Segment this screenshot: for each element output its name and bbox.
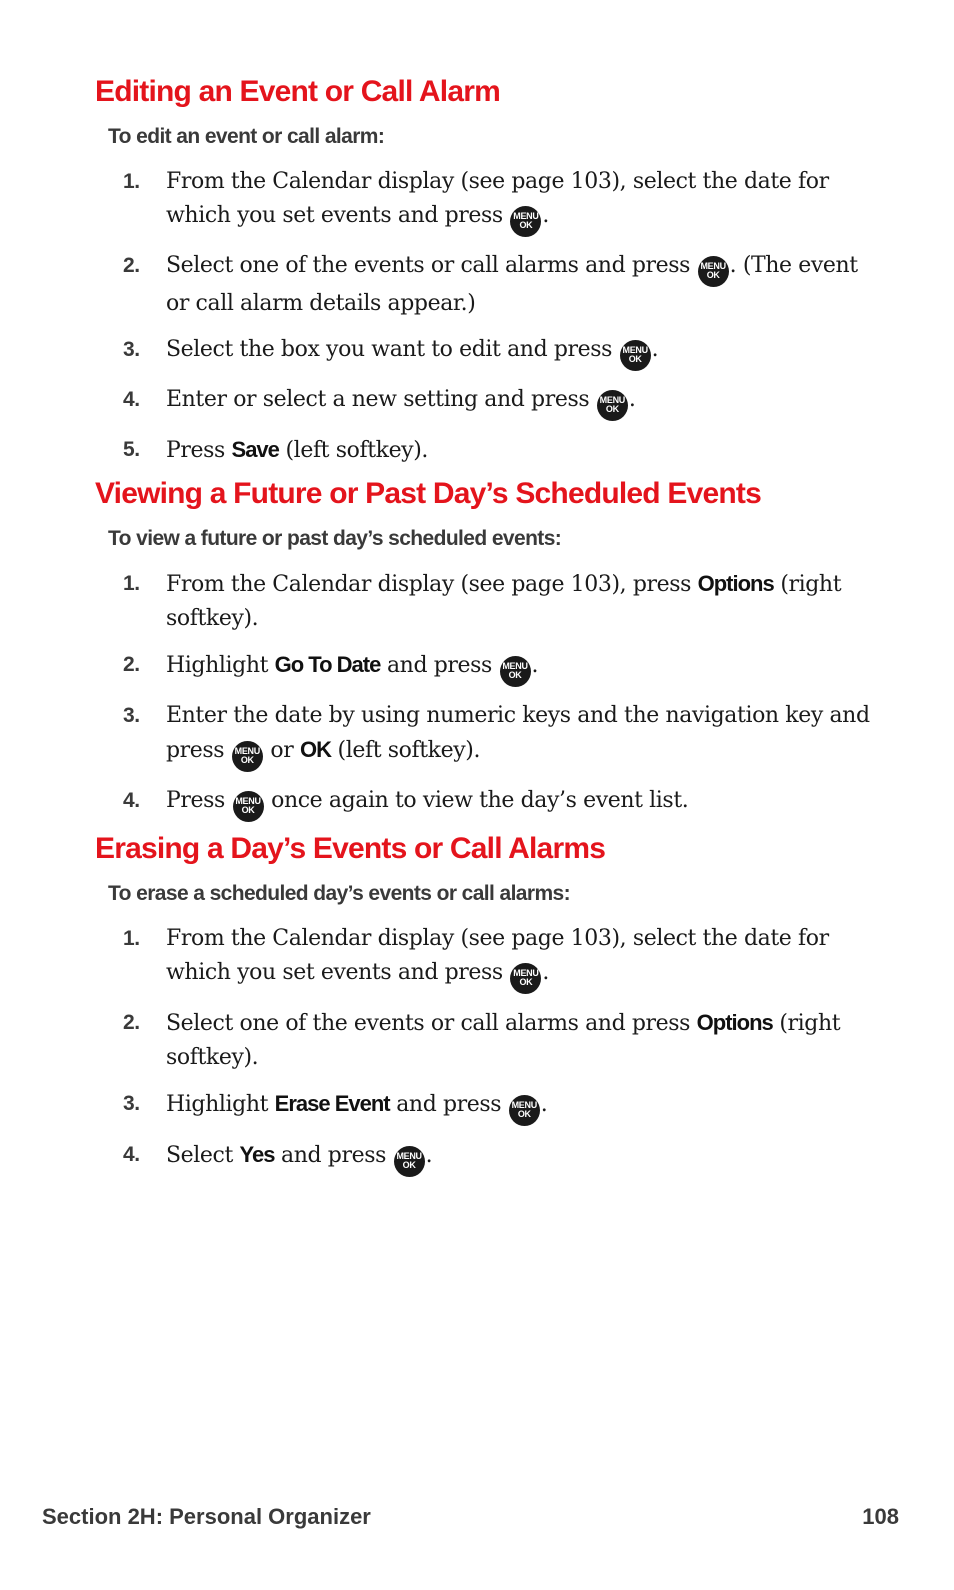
- page-number: 108: [862, 1504, 899, 1529]
- step-item: [95, 1138, 875, 1177]
- step-item: [95, 567, 875, 636]
- menu-ok-key-icon: MENU OK: [620, 340, 651, 371]
- step-text: and press: [386, 653, 492, 678]
- section-viewing-events: [95, 476, 875, 822]
- step-text: Highlight: [166, 653, 269, 678]
- step-text: Select one of the events or call alarms and press: [166, 1011, 691, 1036]
- step-number: 2.: [123, 254, 140, 277]
- step-item: [95, 922, 875, 994]
- menu-ok-key-icon: MENU OK: [232, 741, 263, 772]
- step-number: 5.: [123, 438, 140, 461]
- section-intro: To erase a scheduled day’s events or call alarms:: [108, 882, 570, 905]
- step-text: (left softkey).: [285, 438, 428, 463]
- menu-ok-key-icon: MENU OK: [500, 656, 531, 687]
- menu-ok-key-icon: MENU OK: [597, 390, 628, 421]
- section-heading: Editing an Event or Call Alarm: [95, 75, 500, 108]
- step-item: [95, 333, 875, 371]
- section-intro: To edit an event or call alarm:: [108, 125, 385, 148]
- step-text: once again to view the day’s event list.: [271, 788, 689, 813]
- step-text: .: [542, 960, 550, 985]
- step-item: [95, 249, 875, 321]
- step-number: 4.: [123, 1143, 140, 1166]
- page-footer: [42, 1504, 899, 1530]
- step-list: [95, 922, 875, 1177]
- menu-ok-key-icon: MENU OK: [698, 256, 729, 287]
- step-text: and press: [281, 1143, 387, 1168]
- section-editing-event: [95, 74, 875, 468]
- step-text: or: [270, 738, 294, 763]
- step-item: [95, 784, 875, 822]
- step-text: .: [542, 203, 550, 228]
- step-text: (right softkey).: [166, 1011, 841, 1070]
- menu-ok-key-icon: MENU OK: [233, 791, 264, 822]
- step-text: Enter the date by using numeric keys and the navigation key and press: [166, 703, 870, 763]
- step-text: Press: [166, 788, 225, 813]
- step-number: 1.: [123, 170, 140, 193]
- menu-option-label: Erase Event: [274, 1091, 390, 1116]
- section-heading: Viewing a Future or Past Day’s Scheduled Events: [95, 477, 761, 510]
- menu-ok-key-icon: MENU OK: [510, 963, 541, 994]
- section-heading: Erasing a Day’s Events or Call Alarms: [95, 832, 606, 865]
- step-number: 1.: [123, 927, 140, 950]
- step-item: [95, 1087, 875, 1126]
- step-number: 2.: [123, 1011, 140, 1034]
- step-text: .: [540, 1092, 548, 1117]
- step-number: 3.: [123, 1092, 140, 1115]
- step-text: From the Calendar display (see page 103), select the date for which you set events and press: [166, 926, 829, 985]
- step-text: From the Calendar display (see page 103), press: [166, 572, 692, 597]
- menu-option-label: Yes: [239, 1142, 275, 1167]
- step-text: . (The event or call alarm details appear.): [166, 253, 858, 316]
- softkey-label: Options: [696, 1010, 773, 1035]
- step-number: 3.: [123, 704, 140, 727]
- step-text: Highlight: [166, 1092, 269, 1117]
- step-list: [95, 165, 875, 468]
- step-number: 4.: [123, 789, 140, 812]
- step-text: .: [651, 337, 659, 362]
- menu-ok-key-icon: MENU OK: [509, 1095, 540, 1126]
- step-text: (right softkey).: [166, 572, 842, 631]
- step-text: Select: [166, 1143, 233, 1168]
- step-text: .: [628, 387, 636, 412]
- step-text: .: [425, 1143, 433, 1168]
- menu-ok-key-icon: MENU OK: [510, 206, 541, 237]
- step-item: [95, 433, 875, 468]
- step-text: Press: [166, 438, 225, 463]
- menu-ok-key-icon: MENU OK: [394, 1146, 425, 1177]
- footer-section-title: Section 2H: Personal Organizer: [42, 1504, 371, 1529]
- softkey-label: Options: [697, 571, 774, 596]
- step-text: (left softkey).: [337, 738, 481, 763]
- step-text: .: [531, 653, 539, 678]
- menu-option-label: Go To Date: [274, 652, 381, 677]
- step-text: Select one of the events or call alarms and press: [166, 253, 691, 278]
- section-intro: To view a future or past day’s scheduled events:: [108, 527, 562, 550]
- step-text: Enter or select a new setting and press: [166, 387, 590, 412]
- step-number: 1.: [123, 572, 140, 595]
- section-erasing-events: [95, 831, 875, 1177]
- step-number: 2.: [123, 653, 140, 676]
- step-item: [95, 383, 875, 421]
- softkey-label: OK: [299, 737, 331, 762]
- step-text: From the Calendar display (see page 103), select the date for which you set events and press: [166, 169, 829, 228]
- step-number: 4.: [123, 388, 140, 411]
- step-text: and press: [396, 1092, 502, 1117]
- step-item: [95, 165, 875, 237]
- step-item: [95, 648, 875, 687]
- step-item: [95, 1006, 875, 1075]
- step-text: Select the box you want to edit and press: [166, 337, 613, 362]
- step-item: [95, 699, 875, 772]
- step-list: [95, 567, 875, 822]
- step-number: 3.: [123, 338, 140, 361]
- softkey-label: Save: [231, 437, 279, 462]
